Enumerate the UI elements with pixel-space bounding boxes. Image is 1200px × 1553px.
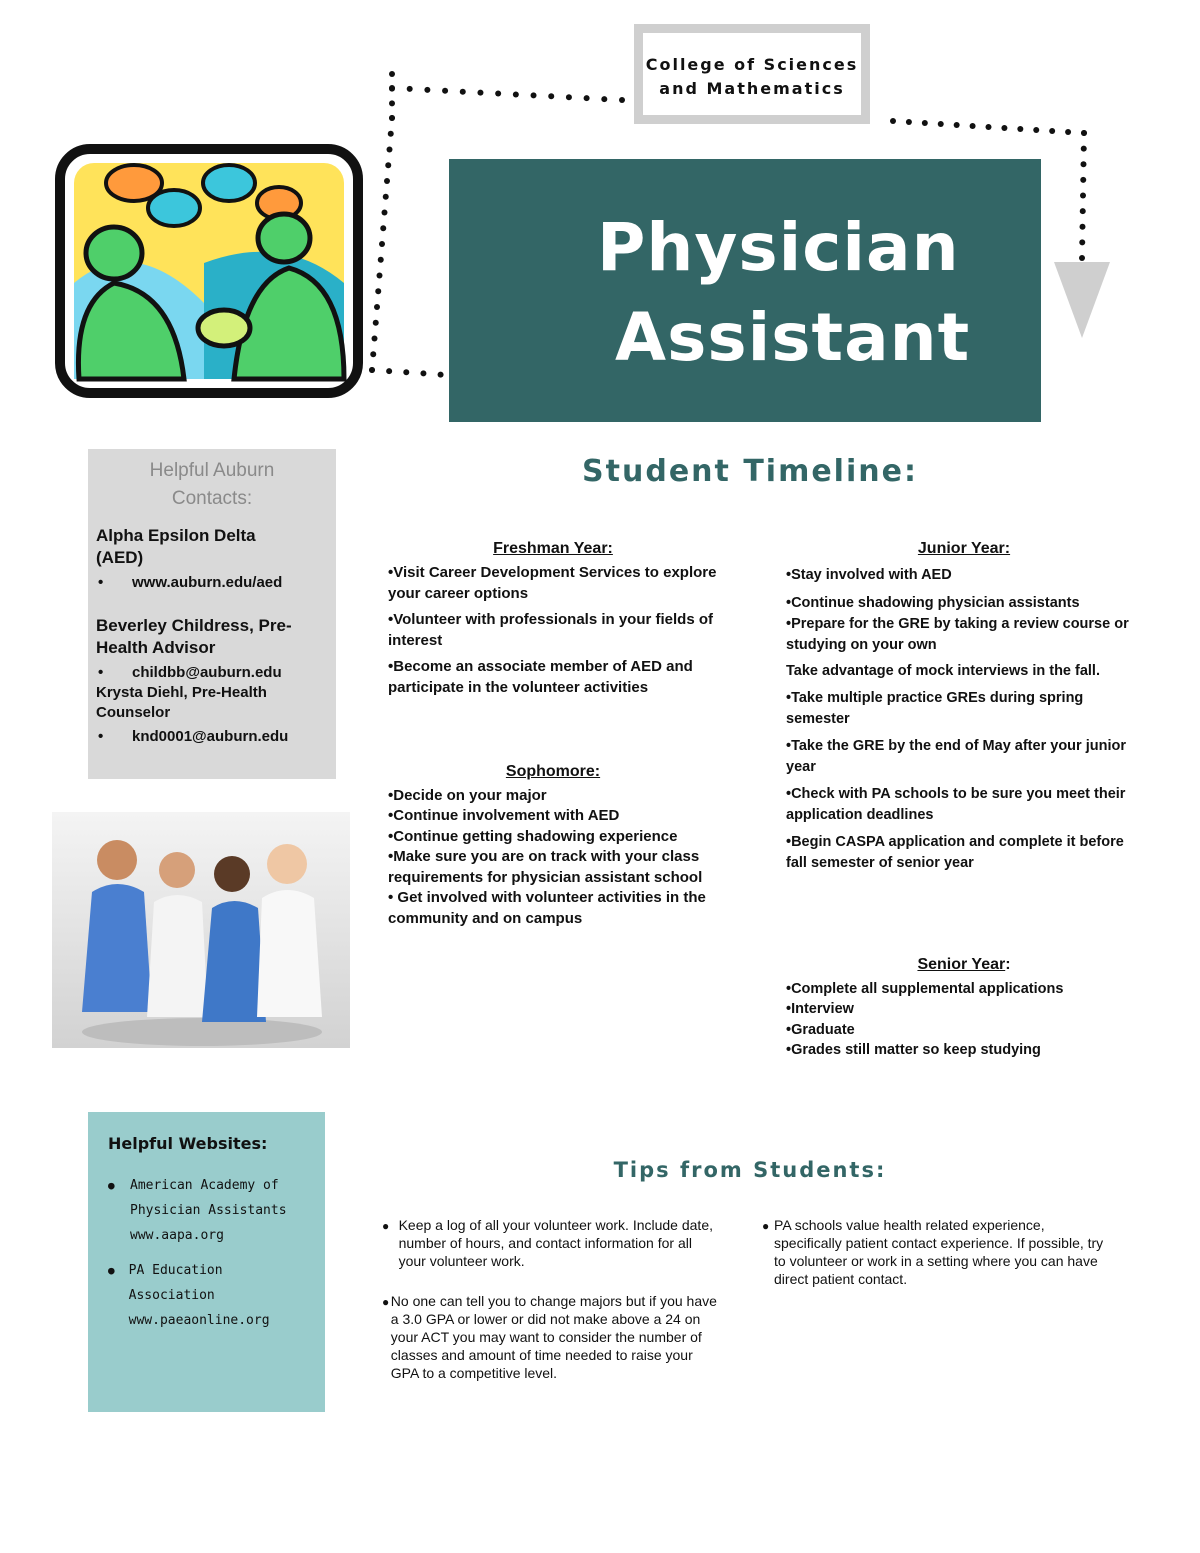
connector-dot bbox=[1017, 126, 1023, 132]
contacts-panel bbox=[88, 449, 336, 779]
junior-item: •Continue shadowing physician assistants bbox=[786, 595, 1080, 611]
tip-item bbox=[382, 1216, 722, 1270]
advisor1-email-link[interactable]: childbb@auburn.edu bbox=[132, 664, 282, 681]
medical-team-photo bbox=[52, 812, 350, 1048]
website-aapa-url[interactable]: www.aapa.org bbox=[130, 1228, 224, 1243]
connector-dot bbox=[1080, 193, 1086, 199]
sophomore-item: • Get involved with volunteer activities in the community and on campus bbox=[388, 889, 706, 927]
connector-dot bbox=[375, 288, 381, 294]
connector-dot bbox=[566, 94, 572, 100]
connector-dot bbox=[1049, 128, 1055, 134]
connector-dot bbox=[584, 95, 590, 101]
connector-dot bbox=[1080, 177, 1086, 183]
advisor1-line1: Beverley Childress, Pre- bbox=[96, 616, 292, 635]
senior-item: •Grades still matter so keep studying bbox=[786, 1042, 1041, 1058]
freshman-item: •Become an associate member of AED and participate in the volunteer activities bbox=[388, 658, 693, 696]
sophomore-section bbox=[388, 762, 718, 929]
junior-item: •Prepare for the GRE by taking a review course or studying on your own bbox=[786, 616, 1129, 653]
connector-dot bbox=[1079, 255, 1085, 261]
senior-title: Senior Year bbox=[917, 956, 1006, 973]
connector-dot bbox=[369, 367, 375, 373]
connector-dot bbox=[374, 304, 380, 310]
aed-url-item bbox=[96, 573, 328, 593]
title-line1: Physician bbox=[597, 209, 960, 286]
connector-dot bbox=[373, 320, 379, 326]
connector-dot bbox=[384, 178, 390, 184]
aed-name-line2: (AED) bbox=[96, 548, 144, 567]
junior-title: Junior Year: bbox=[917, 540, 1011, 557]
connector-dot bbox=[890, 118, 896, 124]
junior-item: •Take the GRE by the end of May after your junior year bbox=[786, 738, 1126, 775]
connector-dot bbox=[986, 124, 992, 130]
connector-dot bbox=[619, 97, 625, 103]
connector-dot bbox=[389, 85, 395, 91]
bullet-icon: ● bbox=[108, 1264, 115, 1277]
sophomore-title: Sophomore: bbox=[505, 763, 601, 780]
website-aapa-line1: American Academy of bbox=[130, 1178, 279, 1193]
title-line2: Assistant bbox=[615, 299, 971, 376]
contacts-heading-line2: Contacts: bbox=[171, 488, 253, 509]
connector-dot bbox=[906, 119, 912, 125]
advisor2-line2: Counselor bbox=[96, 704, 171, 721]
connector-dot bbox=[1065, 129, 1071, 135]
tips-heading: Tips from Students: bbox=[613, 1158, 887, 1182]
bullet-icon: ● bbox=[108, 1179, 115, 1192]
website-paea-url[interactable]: www.paeaonline.org bbox=[128, 1313, 270, 1328]
senior-item: •Graduate bbox=[786, 1021, 855, 1038]
bullet-icon: • bbox=[98, 664, 104, 681]
connector-dot bbox=[382, 210, 388, 216]
surgeons-clipart bbox=[54, 143, 364, 399]
sophomore-item: •Continue involvement with AED bbox=[388, 807, 620, 824]
website-item-paea bbox=[108, 1258, 305, 1333]
connector-dot bbox=[389, 115, 395, 121]
bullet-icon: ● bbox=[762, 1219, 770, 1233]
websites-panel bbox=[88, 1112, 325, 1412]
connector-dot bbox=[1081, 161, 1087, 167]
advisor2-email-item bbox=[96, 727, 328, 747]
tip-item bbox=[762, 1216, 1112, 1288]
connector-dot bbox=[407, 86, 413, 92]
tip-text: No one can tell you to change majors but if you have a 3.0 GPA or lower or did not make above a 24 on your ACT you may want to consider the number of classes and amount of time needed to raise your GPA to a competitive level. bbox=[390, 1293, 717, 1381]
college-name-line1: College of Sciences bbox=[645, 55, 859, 74]
senior-section bbox=[786, 955, 1142, 1061]
website-item-aapa bbox=[108, 1173, 305, 1248]
bullet-icon: ● bbox=[382, 1295, 390, 1309]
connector-dot bbox=[1001, 125, 1007, 131]
junior-item: •Stay involved with AED bbox=[786, 567, 952, 583]
tip-text: PA schools value health related experience, specifically patient contact experience. If possible, try to volunteer or work in a setting where you can have direct patient contact. bbox=[774, 1217, 1104, 1287]
connector-dot bbox=[548, 93, 554, 99]
tip-item bbox=[382, 1292, 722, 1382]
connector-dot bbox=[938, 121, 944, 127]
junior-item: •Begin CASPA application and complete it before fall semester of senior year bbox=[786, 834, 1124, 871]
connector-dot bbox=[386, 368, 392, 374]
connector-dot bbox=[438, 372, 444, 378]
timeline-heading: Student Timeline: bbox=[582, 454, 918, 489]
advisor1-line2: Health Advisor bbox=[96, 638, 216, 657]
sophomore-item: •Make sure you are on track with your class requirements for physician assistant school bbox=[388, 848, 703, 886]
sophomore-item: •Decide on your major bbox=[388, 786, 547, 804]
connector-dot bbox=[601, 96, 607, 102]
college-label-box bbox=[634, 24, 870, 124]
connector-dot bbox=[380, 225, 386, 231]
freshman-item: •Visit Career Development Services to explore your career options bbox=[388, 564, 717, 602]
connector-dot bbox=[1081, 146, 1087, 152]
connector-dot bbox=[383, 194, 389, 200]
websites-heading: Helpful Websites: bbox=[108, 1134, 268, 1153]
bullet-icon: • bbox=[98, 728, 104, 745]
connector-dot bbox=[442, 88, 448, 94]
website-paea-line1: PA Education Association bbox=[128, 1263, 223, 1303]
tips-left-column bbox=[382, 1216, 722, 1382]
junior-item: •Check with PA schools to be sure you meet their application deadlines bbox=[786, 786, 1126, 823]
connector-dot bbox=[377, 273, 383, 279]
connector-dot bbox=[922, 120, 928, 126]
tip-text: Keep a log of all your volunteer work. Include date, number of hours, and contact information for all your volunteer work. bbox=[398, 1217, 713, 1269]
freshman-title: Freshman Year: bbox=[493, 540, 613, 557]
connector-dot bbox=[1081, 130, 1087, 136]
connector-dot bbox=[420, 370, 426, 376]
connector-dot bbox=[460, 89, 466, 95]
connector-dot bbox=[531, 92, 537, 98]
senior-item: •Complete all supplemental applications bbox=[786, 980, 1064, 997]
connector-dot bbox=[970, 123, 976, 129]
connector-dot bbox=[424, 87, 430, 93]
sophomore-item: •Continue getting shadowing experience bbox=[388, 827, 678, 845]
bullet-icon: ● bbox=[382, 1219, 390, 1233]
freshman-section bbox=[388, 538, 718, 698]
medical-team-illustration bbox=[52, 812, 350, 1048]
connector-dot bbox=[370, 351, 376, 357]
connector-dot bbox=[495, 91, 501, 97]
aed-url-link[interactable]: www.auburn.edu/aed bbox=[132, 574, 283, 591]
contacts-heading-line1: Helpful Auburn bbox=[149, 460, 275, 481]
connector-dot bbox=[1033, 127, 1039, 133]
connector-dot bbox=[954, 122, 960, 128]
connector-dot bbox=[389, 100, 395, 106]
website-aapa-line2: Physician Assistants bbox=[130, 1203, 287, 1218]
advisor2-email-link[interactable]: knd0001@auburn.edu bbox=[132, 728, 289, 745]
advisor1-email-item bbox=[96, 663, 328, 683]
connector-dot bbox=[1080, 224, 1086, 230]
connector-dot bbox=[385, 162, 391, 168]
junior-item: Take advantage of mock interviews in the fall. bbox=[786, 663, 1100, 679]
senior-title-wrap bbox=[786, 955, 1142, 976]
title-banner bbox=[449, 159, 1041, 422]
connector-dot bbox=[378, 257, 384, 263]
connector-dot bbox=[372, 336, 378, 342]
freshman-item: •Volunteer with professionals in your fields of interest bbox=[388, 611, 714, 649]
arrow-down-icon bbox=[1054, 262, 1110, 338]
connector-dot bbox=[387, 147, 393, 153]
junior-section bbox=[786, 538, 1142, 874]
senior-title-colon: : bbox=[1005, 956, 1011, 973]
advisor2-line1: Krysta Diehl, Pre-Health bbox=[96, 684, 267, 701]
connector-dot bbox=[403, 369, 409, 375]
aed-name-line1: Alpha Epsilon Delta bbox=[96, 526, 256, 545]
connector-dot bbox=[1080, 208, 1086, 214]
connector-dot bbox=[388, 131, 394, 137]
senior-item: •Interview bbox=[786, 1001, 854, 1017]
college-name-line2: and Mathematics bbox=[659, 79, 845, 98]
connector-dot bbox=[513, 91, 519, 97]
connector-dot bbox=[389, 71, 395, 77]
bullet-icon: • bbox=[98, 574, 104, 591]
connector-dot bbox=[1079, 239, 1085, 245]
junior-item: •Take multiple practice GREs during spring semester bbox=[786, 690, 1084, 727]
connector-dot bbox=[379, 241, 385, 247]
tips-right-column bbox=[762, 1216, 1112, 1288]
connector-dot bbox=[477, 90, 483, 96]
